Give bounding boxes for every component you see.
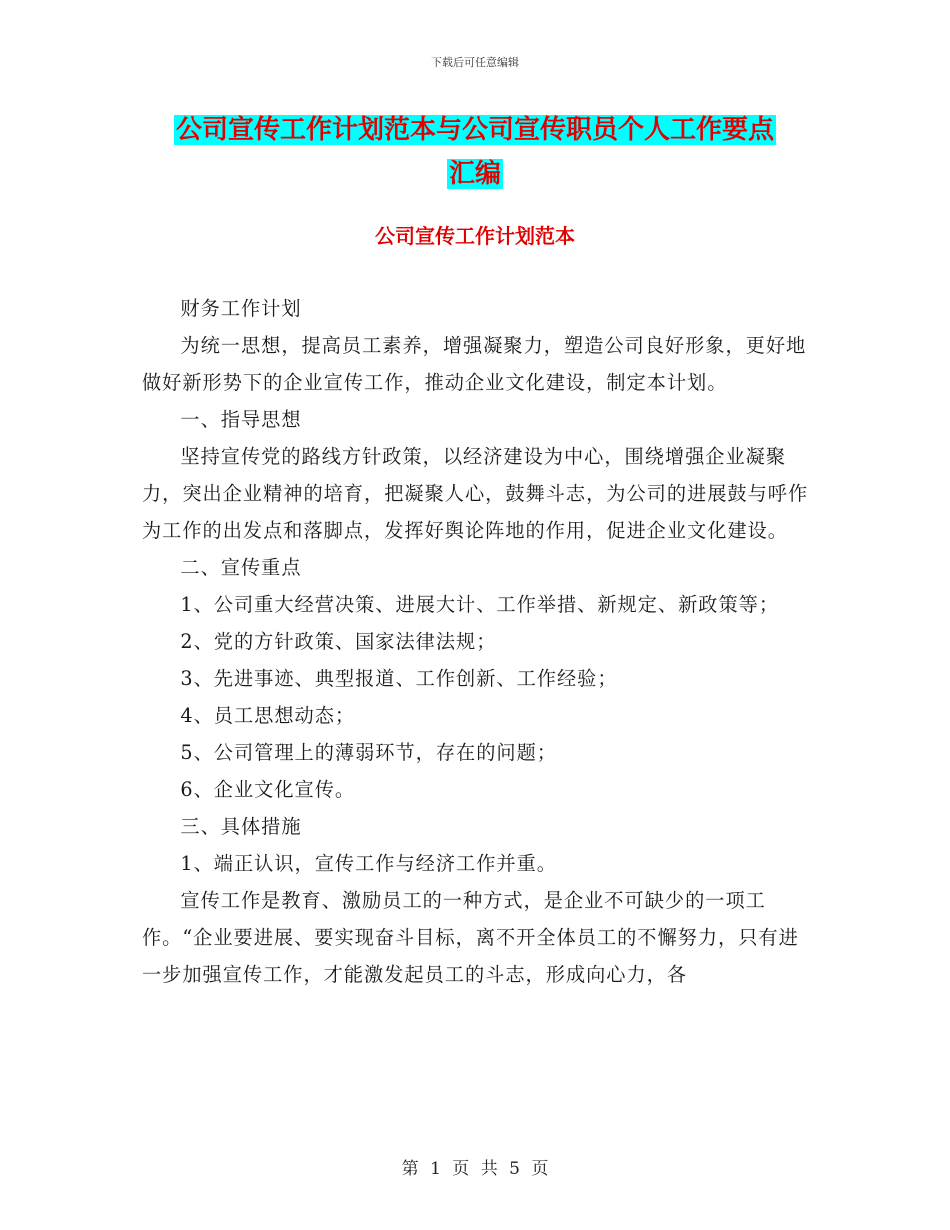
page-header-note: 下载后可任意编辑 (431, 56, 519, 69)
paragraph: 财务工作计划 (180, 297, 302, 320)
paragraph: 为统一思想，提高员工素养，增强凝聚力，塑造公司良好形象，更好地做好新形势下的企业宣传工作，推动企业文化建设，制定本计划。 (142, 334, 807, 394)
list-item: 1、公司重大经营决策、进展大计、工作举措、新规定、新政策等； (180, 593, 780, 616)
list-item: 4、员工思想动态； (180, 704, 356, 727)
paragraph: 宣传工作是教育、激励员工的一种方式，是企业不可缺少的一项工作。“企业要进展、要实现奋斗目标，离不开全体员工的不懈努力，只有进一步加强宣传工作，才能激发起员工的斗志，形成向心力，各 (142, 889, 799, 986)
document-body (142, 290, 814, 993)
heading-guiding-ideology: 一、指导思想 (180, 408, 302, 431)
list-item: 3、先进事迹、典型报道、工作创新、工作经验； (180, 667, 618, 690)
section-title: 公司宣传工作计划范本 (375, 224, 575, 248)
list-item: 6、企业文化宣传。 (180, 778, 356, 801)
document-title-line-1: 公司宣传工作计划范本与公司宣传职员个人工作要点 (175, 115, 774, 145)
document-title (140, 108, 810, 196)
page-footer: 第 1 页 共 5 页 (401, 1159, 549, 1179)
heading-publicity-focus: 二、宣传重点 (180, 556, 302, 579)
heading-specific-measures: 三、具体措施 (180, 815, 302, 838)
paragraph: 坚持宣传党的路线方针政策，以经济建设为中心，围绕增强企业凝聚力，突出企业精神的培育，把凝聚人心，鼓舞斗志，为公司的进展鼓与呼作为工作的出发点和落脚点，发挥好舆论阵地的作用，促进企业文化建设。 (142, 445, 809, 542)
list-item: 5、公司管理上的薄弱环节，存在的问题； (180, 741, 557, 764)
document-title-line-2: 汇编 (448, 159, 501, 189)
list-item: 1、端正认识，宣传工作与经济工作并重。 (180, 852, 557, 875)
list-item: 2、党的方针政策、国家法律法规； (180, 630, 497, 653)
